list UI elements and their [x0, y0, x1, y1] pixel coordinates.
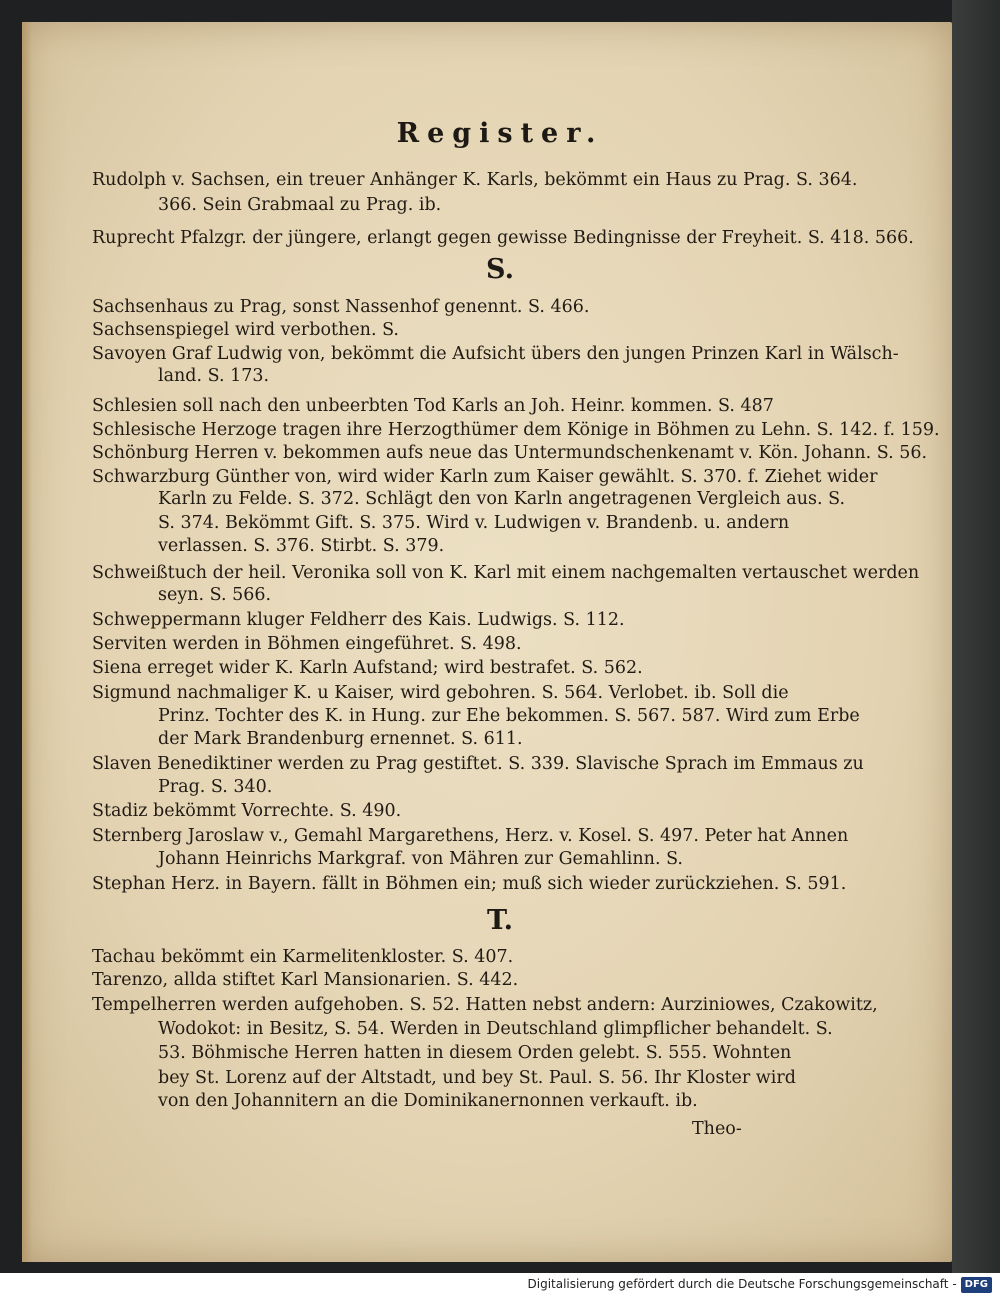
book-cover-edge	[952, 0, 1000, 1273]
entry-line: Schwarzburg Günther von, wird wider Karln zum Kaiser gewählt. S. 370. f. Ziehet wider	[92, 467, 878, 487]
entry-line: S. 374. Bekömmt Gift. S. 375. Wird v. Ludwigen v. Brandenb. u. andern	[158, 513, 790, 533]
dfg-logo: DFG	[961, 1277, 992, 1293]
entry-line: Prinz. Tochter des K. in Hung. zur Ehe bekommen. S. 567. 587. Wird zum Erbe	[158, 706, 860, 726]
entry-line: Savoyen Graf Ludwig von, bekömmt die Aufsicht übers den jungen Prinzen Karl in Wälsch-	[92, 344, 899, 364]
entry-line: Wodokot: in Besitz, S. 54. Werden in Deutschland glimpflicher behandelt. S.	[158, 1019, 833, 1039]
page-edge-shadow	[22, 22, 32, 1262]
entry-line: Schlesische Herzoge tragen ihre Herzogthümer dem Könige in Böhmen zu Lehn. S. 142. f. 159.	[92, 420, 940, 440]
entry-line: Tarenzo, allda stiftet Karl Mansionarien. S. 442.	[92, 970, 519, 990]
entry-line: Tachau bekömmt ein Karmelitenkloster. S. 407.	[92, 947, 514, 967]
footer-bar	[0, 1273, 1000, 1295]
entry-line: Stephan Herz. in Bayern. fällt in Böhmen ein; muß sich wieder zurückziehen. S. 591.	[92, 874, 847, 894]
entry-line: Tempelherren werden aufgehoben. S. 52. Hatten nebst andern: Aurziniowes, Czakowitz,	[92, 995, 878, 1015]
entry-line: Sternberg Jaroslaw v., Gemahl Margarethens, Herz. v. Kosel. S. 497. Peter hat Annen	[92, 826, 849, 846]
section-letter-s: S.	[486, 254, 514, 285]
entry-line: Schlesien soll nach den unbeerbten Tod Karls an Joh. Heinr. kommen. S. 487	[92, 396, 774, 416]
entry-line: seyn. S. 566.	[158, 585, 272, 605]
entry-line: Ruprecht Pfalzgr. der jüngere, erlangt gegen gewisse Bedingnisse der Freyheit. S. 418. 566.	[92, 228, 914, 248]
entry-line: land. S. 173.	[158, 366, 270, 386]
entry-line: Schweißtuch der heil. Veronika soll von K. Karl mit einem nachgemalten vertauschet werden	[92, 563, 920, 583]
entry-line: von den Johannitern an die Dominikanernonnen verkauft. ib.	[158, 1091, 698, 1111]
entry-line: Stadiz bekömmt Vorrechte. S. 490.	[92, 801, 402, 821]
entry-line: Sigmund nachmaliger K. u Kaiser, wird gebohren. S. 564. Verlobet. ib. Soll die	[92, 683, 789, 703]
page-heading: Register.	[396, 118, 604, 149]
catchword: Theo-	[692, 1119, 742, 1139]
entry-line: der Mark Brandenburg ernennet. S. 611.	[158, 729, 523, 749]
footer-credit: Digitalisierung gefördert durch die Deutsche Forschungsgemeinschaft -	[527, 1277, 957, 1291]
entry-line: Serviten werden in Böhmen eingeführet. S. 498.	[92, 634, 522, 654]
entry-line: verlassen. S. 376. Stirbt. S. 379.	[158, 536, 445, 556]
entry-line: 366. Sein Grabmaal zu Prag. ib.	[158, 195, 442, 215]
entry-line: 53. Böhmische Herren hatten in diesem Orden gelebt. S. 555. Wohnten	[158, 1043, 792, 1063]
entry-line: Prag. S. 340.	[158, 777, 273, 797]
entry-line: Sachsenhaus zu Prag, sonst Nassenhof genennt. S. 466.	[92, 297, 590, 317]
entry-line: Siena erreget wider K. Karln Aufstand; wird bestrafet. S. 562.	[92, 658, 643, 678]
entry-line: Schönburg Herren v. bekommen aufs neue das Untermundschenkenamt v. Kön. Johann. S. 56.	[92, 443, 928, 463]
entry-line: Johann Heinrichs Markgraf. von Mähren zur Gemahlinn. S.	[158, 849, 683, 869]
entry-line: bey St. Lorenz auf der Altstadt, und bey St. Paul. S. 56. Ihr Kloster wird	[158, 1068, 796, 1088]
entry-line: Sachsenspiegel wird verbothen. S.	[92, 320, 399, 340]
entry-line: Slaven Benediktiner werden zu Prag gestiftet. S. 339. Slavische Sprach im Emmaus zu	[92, 754, 864, 774]
section-letter-t: T.	[486, 905, 513, 936]
entry-line: Schweppermann kluger Feldherr des Kais. Ludwigs. S. 112.	[92, 610, 625, 630]
entry-line: Karln zu Felde. S. 372. Schlägt den von Karln angetragenen Vergleich aus. S.	[158, 489, 846, 509]
entry-line: Rudolph v. Sachsen, ein treuer Anhänger K. Karls, bekömmt ein Haus zu Prag. S. 364.	[92, 170, 858, 190]
